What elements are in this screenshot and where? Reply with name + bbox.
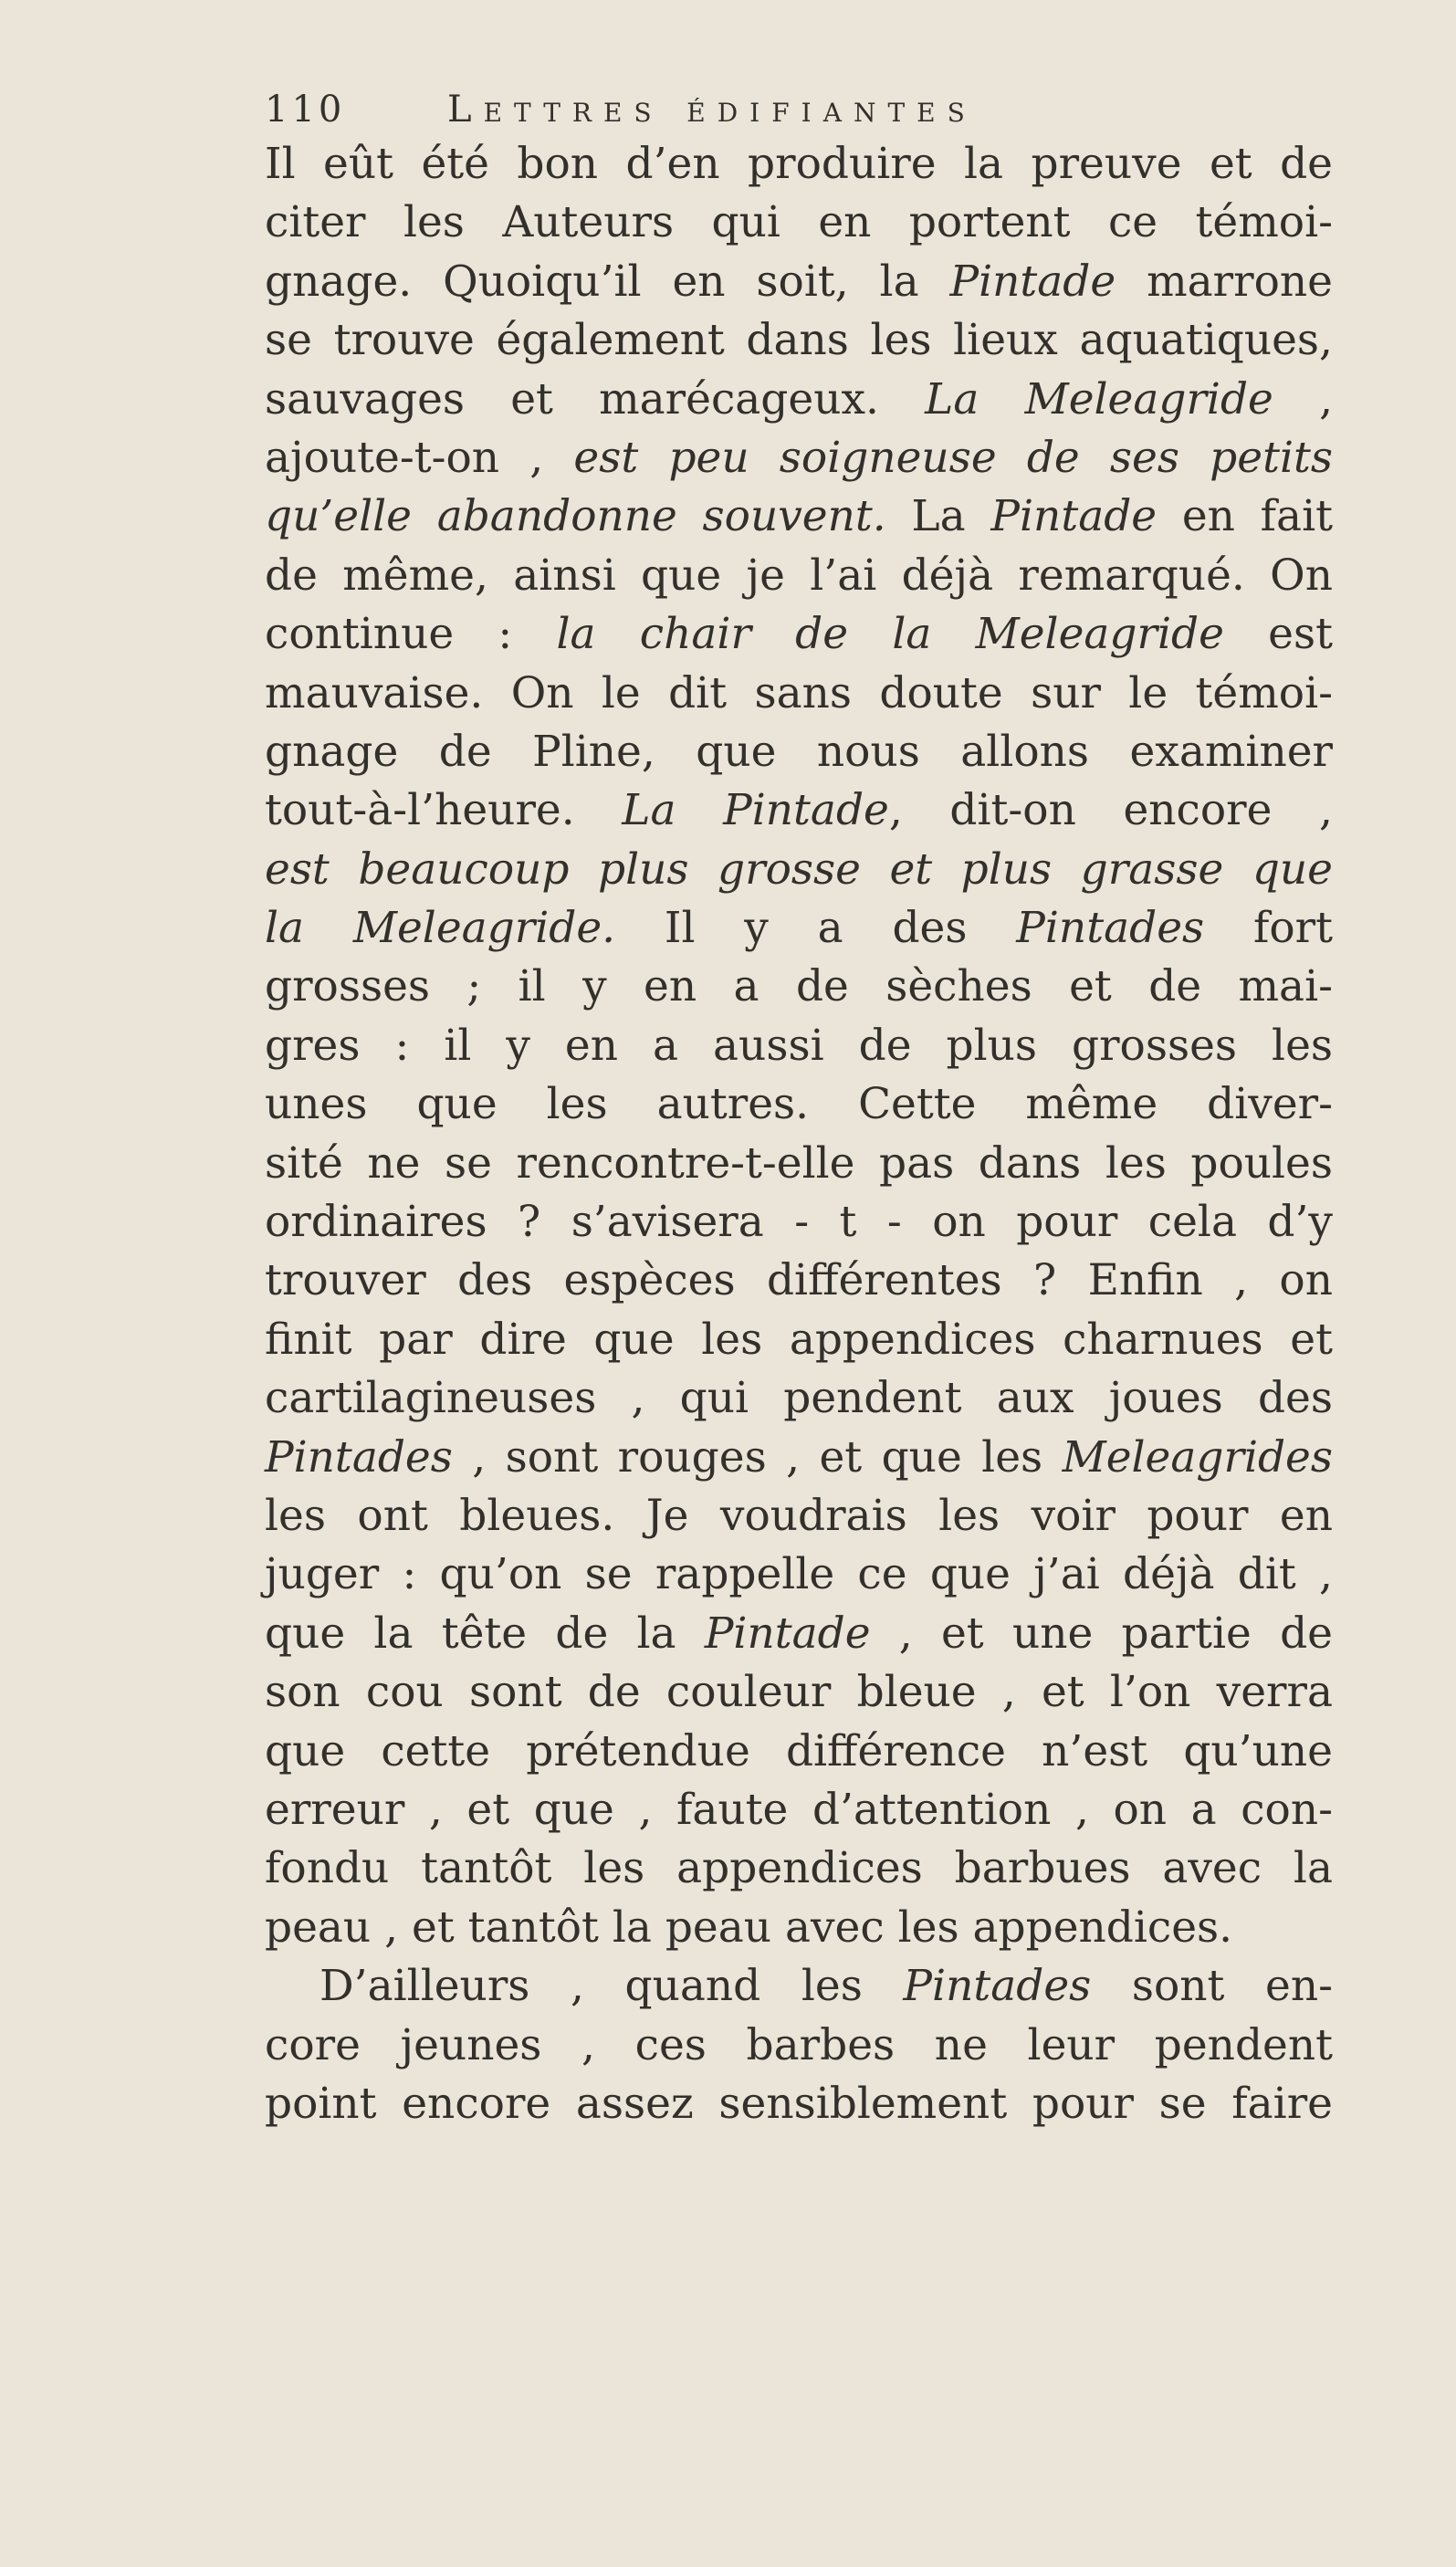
text-run: tout-à-l’heure. — [265, 785, 623, 836]
page-header — [265, 82, 977, 137]
text-run: juger : qu’on se rappelle ce que j’ai déjà dit , — [265, 1549, 1333, 1600]
text-run: peau , et tantôt la peau avec les appendices. — [265, 1902, 1233, 1953]
text-run: grosses ; il y en a de sèches et de mai- — [265, 961, 1333, 1012]
text-line — [265, 1075, 1333, 1134]
text-run: fondu tantôt les appendices barbues avec la — [265, 1843, 1333, 1894]
text-line — [265, 781, 1333, 840]
text-run: gnage de Pline, que nous allons examiner — [265, 726, 1333, 777]
text-run: , dit-on encore , — [888, 785, 1333, 836]
text-run: La — [885, 491, 991, 542]
text-line — [265, 2017, 1333, 2075]
text-run: ordinaires ? s’avisera - t - on pour cela d’y — [265, 1197, 1333, 1248]
running-title: Lettres édifiantes — [447, 89, 977, 131]
text-line — [265, 899, 1333, 958]
text-run: se trouve également dans les lieux aquatiques, — [265, 315, 1333, 366]
text-line — [265, 311, 1333, 370]
text-run: , — [1273, 373, 1334, 424]
body-text — [265, 135, 1333, 2133]
page-number: 110 — [265, 89, 346, 131]
text-line — [265, 841, 1333, 899]
italic-text: Pintades — [1016, 903, 1205, 954]
text-run: sont en- — [1091, 1961, 1334, 2012]
text-run: gnage. Quoiqu’il en soit, la — [265, 256, 950, 307]
text-line — [265, 958, 1333, 1016]
italic-text: Pintades — [265, 1431, 453, 1483]
text-line — [265, 1017, 1333, 1075]
text-run: cartilagineuses , qui pendent aux joues des — [265, 1373, 1333, 1424]
text-run: son cou sont de couleur bleue , et l’on verra — [265, 1667, 1333, 1718]
text-run: D’ailleurs , quand les — [319, 1961, 904, 2012]
text-line — [265, 1957, 1333, 2016]
italic-text: est peu soigneuse de ses petits — [573, 432, 1334, 483]
text-run: gres : il y en a aussi de plus grosses les — [265, 1020, 1333, 1071]
text-run: que la tête de la — [265, 1608, 705, 1659]
text-line — [265, 1781, 1333, 1839]
italic-text: la chair de la Meleagride — [556, 609, 1224, 660]
text-line — [265, 1839, 1333, 1898]
italic-text: qu’elle abandonne souvent. — [265, 491, 886, 542]
text-run: de même, ainsi que je l’ai déjà remarqué. On — [265, 550, 1333, 601]
text-run: Il y a des — [615, 903, 1017, 954]
italic-text: Pintade — [990, 491, 1157, 542]
text-run: , sont rouges , et que les — [452, 1431, 1063, 1483]
text-line — [265, 371, 1333, 429]
text-run: en fait — [1157, 491, 1333, 542]
text-line — [265, 1193, 1333, 1252]
text-line — [265, 253, 1333, 311]
text-run: , et une partie de — [870, 1608, 1333, 1659]
text-run: sité ne se rencontre-t-elle pas dans les poules — [265, 1137, 1333, 1189]
italic-text: Pintade — [949, 256, 1116, 307]
text-run: mauvaise. On le dit sans doute sur le témoi- — [265, 667, 1333, 718]
text-line — [265, 429, 1333, 487]
text-line — [265, 1899, 1333, 1957]
italic-text: la Meleagride. — [265, 903, 616, 954]
text-line — [265, 547, 1333, 605]
italic-text: Pintades — [903, 1961, 1092, 2012]
text-run: citer les Auteurs qui en portent ce témoi- — [265, 197, 1333, 248]
text-line — [265, 1369, 1333, 1428]
text-line — [265, 1605, 1333, 1663]
text-run: que cette prétendue différence n’est qu’une — [265, 1725, 1333, 1776]
text-run: fort — [1204, 903, 1333, 954]
text-line — [265, 665, 1333, 723]
text-line — [265, 723, 1333, 781]
text-run: marrone — [1116, 256, 1333, 307]
text-run: Il eût été bon d’en produire la preuve et de — [265, 139, 1333, 189]
text-line — [265, 1311, 1333, 1369]
text-run: point encore assez sensiblement pour se faire — [265, 2078, 1333, 2129]
text-line — [265, 1135, 1333, 1193]
text-run: core jeunes , ces barbes ne leur pendent — [265, 2019, 1333, 2070]
italic-text: La Meleagride — [925, 373, 1273, 424]
text-run: unes que les autres. Cette même diver- — [265, 1079, 1333, 1130]
text-line — [265, 487, 1333, 546]
italic-text: La Pintade — [622, 785, 889, 836]
text-run: sauvages et marécageux. — [265, 373, 926, 424]
text-line — [265, 2075, 1333, 2133]
text-run: continue : — [265, 609, 557, 660]
text-line — [265, 1545, 1333, 1604]
text-line — [265, 1429, 1333, 1487]
text-line — [265, 1487, 1333, 1545]
text-run: erreur , et que , faute d’attention , on a con- — [265, 1784, 1333, 1835]
text-run: finit par dire que les appendices charnues et — [265, 1314, 1333, 1365]
text-line — [265, 1252, 1333, 1310]
italic-text: Meleagrides — [1062, 1431, 1333, 1483]
italic-text: Pintade — [704, 1608, 871, 1659]
text-run: ajoute-t-on , — [265, 432, 574, 483]
text-line — [265, 135, 1333, 194]
italic-text: est beaucoup plus grosse et plus grasse que — [265, 843, 1333, 895]
text-line — [265, 194, 1333, 252]
text-run: est — [1223, 609, 1333, 660]
text-line — [265, 1663, 1333, 1722]
text-line — [265, 1723, 1333, 1781]
text-line — [265, 605, 1333, 664]
text-run: les ont bleues. Je voudrais les voir pour en — [265, 1490, 1333, 1541]
text-run: trouver des espèces différentes ? Enfin , on — [265, 1255, 1333, 1306]
